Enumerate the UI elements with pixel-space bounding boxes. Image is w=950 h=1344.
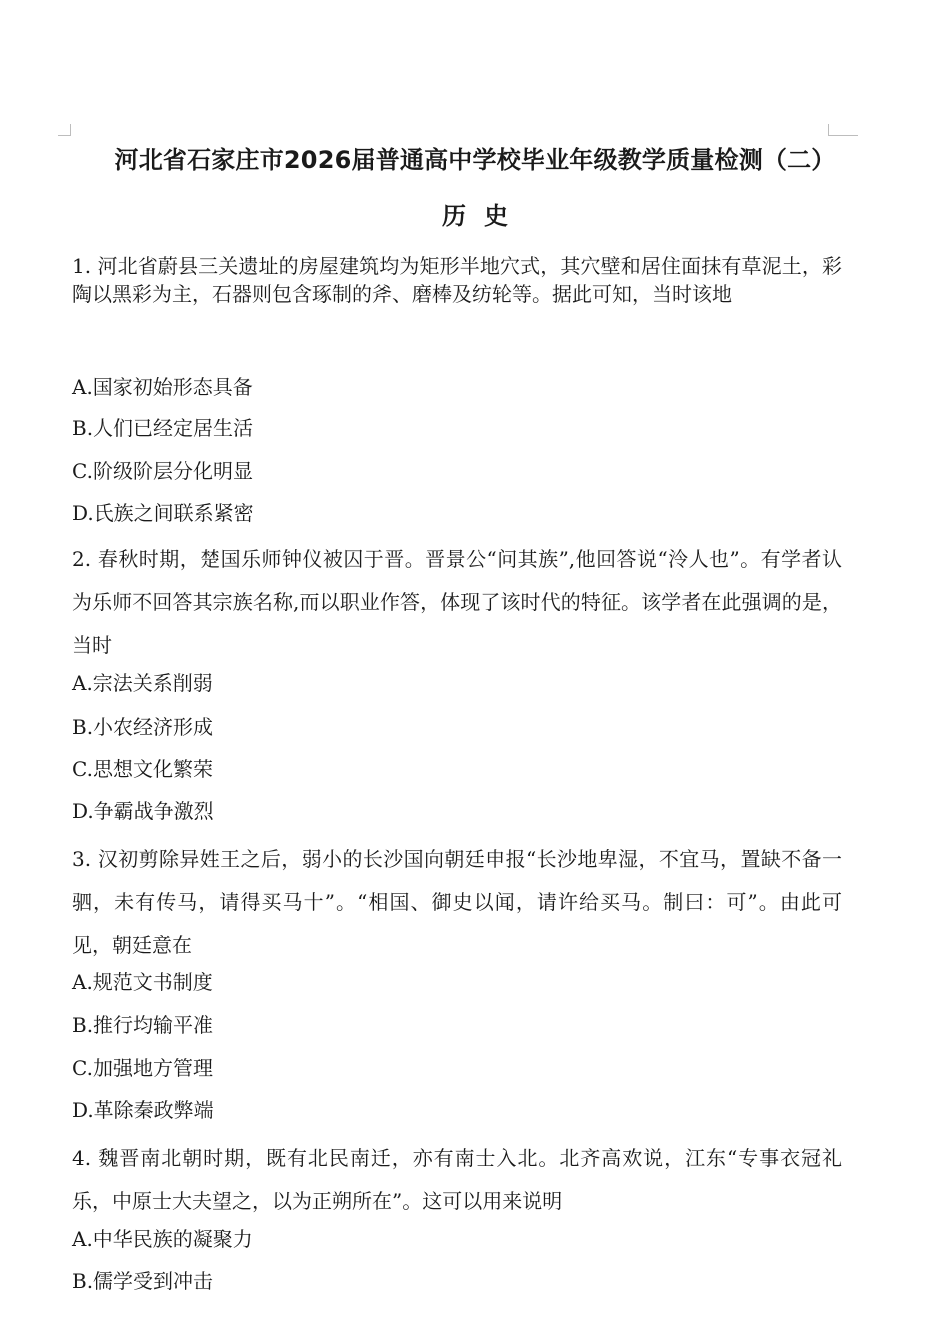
question-1-option-c: C.阶级阶层分化明显 (72, 459, 253, 483)
question-3-stem: 3. 汉初剪除异姓王之后，弱小的长沙国向朝廷申报“长沙地卑湿，不宜马，置缺不备一驷，未有传马，请得买马十”。“相国、御史以闻，请许给买马。制曰：可”。由此可见，朝廷意在 (72, 847, 842, 957)
question-3-option-a: A.规范文书制度 (72, 970, 213, 994)
document-title: 河北省石家庄市2026届普通高中学校毕业年级教学质量检测（二） (114, 146, 836, 174)
subject-heading: 历史 (442, 202, 526, 230)
question-3-option-d: D.革除秦政弊端 (72, 1098, 214, 1122)
crop-mark-left-h (58, 135, 71, 136)
question-1-option-a: A.国家初始形态具备 (72, 375, 253, 399)
crop-mark-right-h (828, 135, 858, 136)
question-3-option-b: B.推行均输平准 (72, 1013, 214, 1037)
question-1-stem: 1. 河北省蔚县三关遗址的房屋建筑均为矩形半地穴式，其穴壁和居住面抹有草泥土，彩陶以黑彩为主，石器则包含琢制的斧、磨棒及纺轮等。据此可知，当时该地 (72, 254, 842, 306)
question-3-option-c: C.加强地方管理 (72, 1056, 213, 1080)
question-4-option-a: A.中华民族的凝聚力 (72, 1227, 253, 1251)
question-4-stem: 4. 魏晋南北朝时期，既有北民南迁，亦有南士入北。北齐高欢说，江东“专事衣冠礼乐，中原士大夫望之，以为正朔所在”。这可以用来说明 (72, 1146, 842, 1213)
question-2-option-a: A.宗法关系削弱 (72, 671, 213, 695)
question-1-option-b: B.人们已经定居生活 (72, 416, 254, 440)
question-2-option-b: B.小农经济形成 (72, 715, 214, 739)
question-2-option-c: C.思想文化繁荣 (72, 757, 213, 781)
question-2-stem: 2. 春秋时期，楚国乐师钟仪被囚于晋。晋景公“问其族”,他回答说“泠人也”。有学者认为乐师不回答其宗族名称,而以职业作答，体现了该时代的特征。该学者在此强调的是，当时 (72, 547, 842, 657)
question-4-option-b: B.儒学受到冲击 (72, 1269, 214, 1293)
question-1-option-d: D.氏族之间联系紧密 (72, 501, 254, 525)
question-2-option-d: D.争霸战争激烈 (72, 799, 214, 823)
